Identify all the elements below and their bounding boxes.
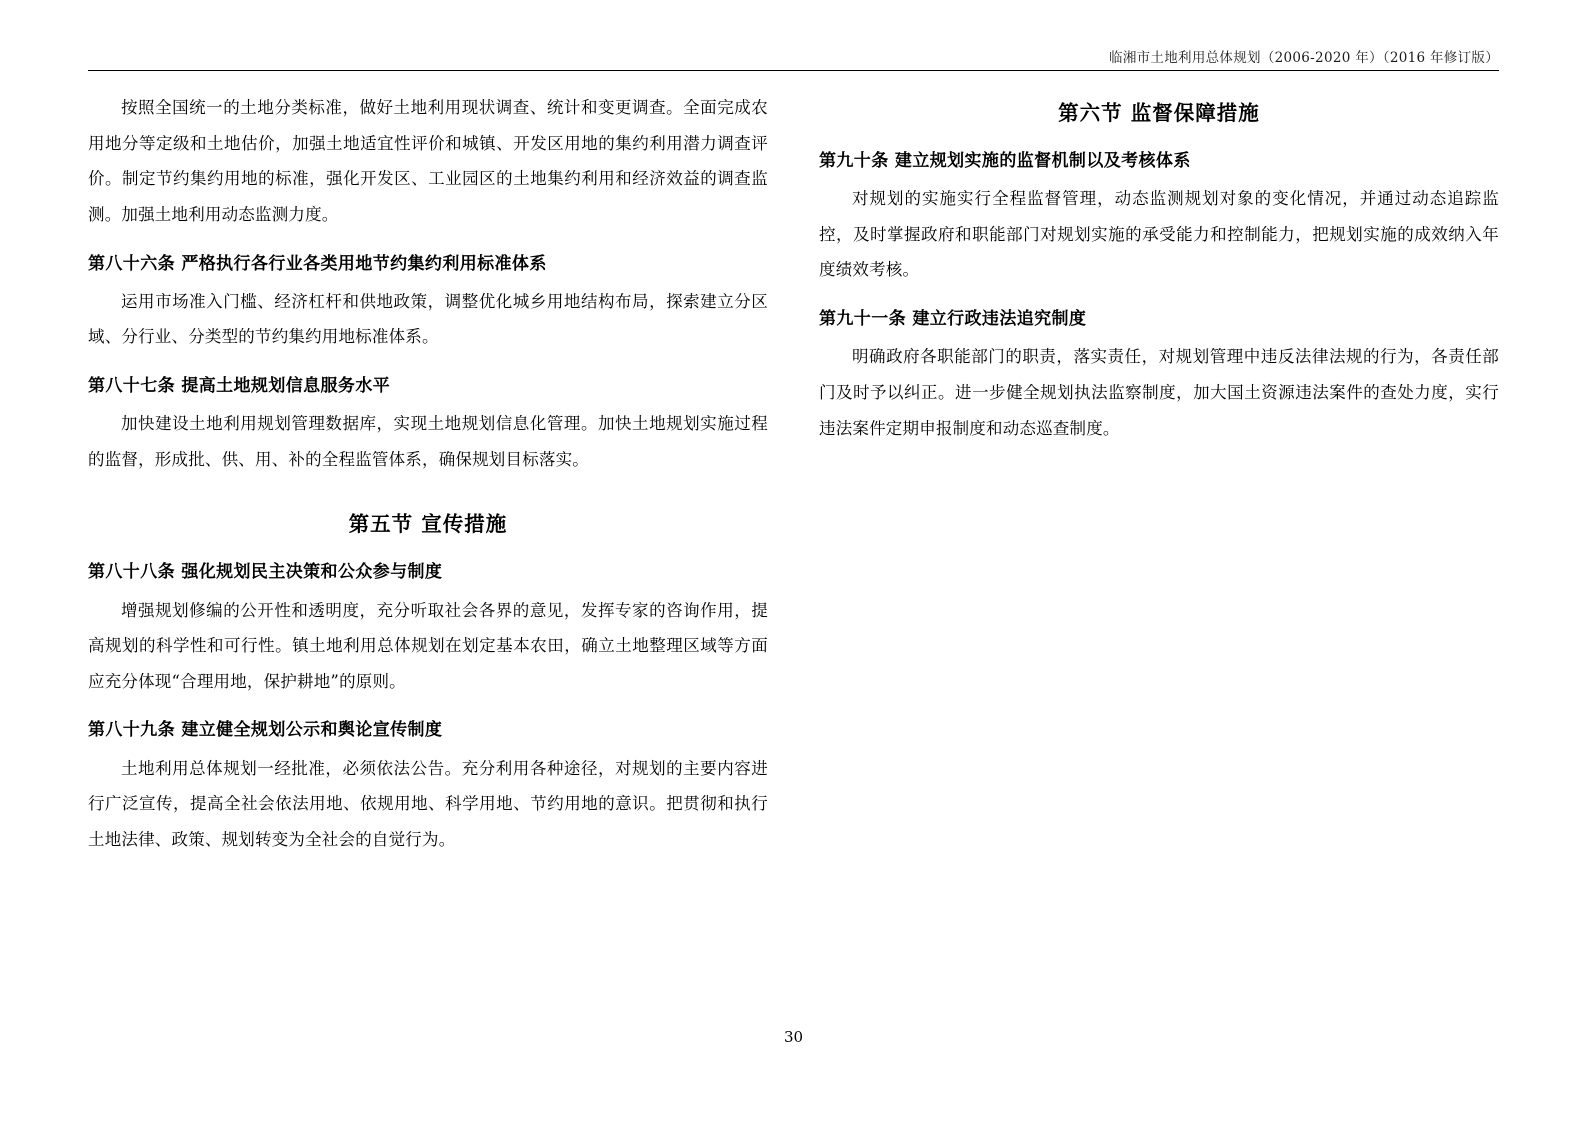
article-89-paragraph: 土地利用总体规划一经批准，必须依法公告。充分利用各种途径，对规划的主要内容进行广泛宣传，提高全社会依法用地、依规用地、科学用地、节约用地的意识。把贯彻和执行土地法律、政策、规划转变为全社会的自觉行为。 [88, 758, 768, 849]
right-column [819, 90, 1499, 448]
header-divider [88, 70, 1499, 71]
article-90-paragraph: 对规划的实施实行全程监督管理，动态监测规划对象的变化情况，并通过动态追踪监控，及时掌握政府和职能部门对规划实施的承受能力和控制能力，把规划实施的成效纳入年度绩效考核。 [819, 189, 1499, 280]
left-column [88, 90, 768, 860]
article-90-heading: 第九十条 建立规划实施的监督机制以及考核体系 [819, 151, 1191, 171]
article-87-heading: 第八十七条 提高土地规划信息服务水平 [88, 375, 391, 396]
section-5-heading: 第五节 宣传措施 [348, 512, 508, 537]
article-91-heading: 第九十一条 建立行政违法追究制度 [819, 309, 1087, 330]
running-header: 临湘市土地利用总体规划（2006-2020 年）（2016 年修订版） [1109, 50, 1499, 66]
two-column-body [88, 90, 1499, 1020]
article-88-paragraph: 增强规划修编的公开性和透明度，充分听取社会各界的意见，发挥专家的咨询作用，提高规划的科学性和可行性。镇土地利用总体规划在划定基本农田，确立土地整理区域等方面应充分体现“合理用地，保护耕地”的原则。 [88, 600, 768, 691]
article-91-paragraph: 明确政府各职能部门的职责，落实责任，对规划管理中违反法律法规的行为，各责任部门及时予以纠正。进一步健全规划执法监察制度，加大国土资源违法案件的查处力度，实行违法案件定期申报制度和动态巡查制度。 [819, 347, 1499, 438]
article-89-heading: 第八十九条 建立健全规划公示和舆论宣传制度 [88, 720, 443, 741]
article-88-heading: 第八十八条 强化规划民主决策和公众参与制度 [88, 562, 443, 583]
article-86-heading: 第八十六条 严格执行各行业各类用地节约集约利用标准体系 [88, 253, 547, 274]
page-number: 30 [783, 1028, 804, 1046]
section-6-heading: 第六节 监督保障措施 [1058, 101, 1260, 125]
article-86-paragraph: 运用市场准入门槛、经济杠杆和供地政策，调整优化城乡用地结构布局，探索建立分区域、分行业、分类型的节约集约用地标准体系。 [88, 291, 768, 347]
paragraph-continued: 按照全国统一的土地分类标准，做好土地利用现状调查、统计和变更调查。全面完成农用地分等定级和土地估价，加强土地适宜性评价和城镇、开发区用地的集约利用潜力调查评价。制定节约集约用地的标准，强化开发区、工业园区的土地集约利用和经济效益的调查监测。加强土地利用动态监测力度。 [88, 98, 768, 224]
article-87-paragraph: 加快建设土地利用规划管理数据库，实现土地规划信息化管理。加快土地规划实施过程的监督，形成批、供、用、补的全程监管体系，确保规划目标落实。 [88, 414, 768, 469]
